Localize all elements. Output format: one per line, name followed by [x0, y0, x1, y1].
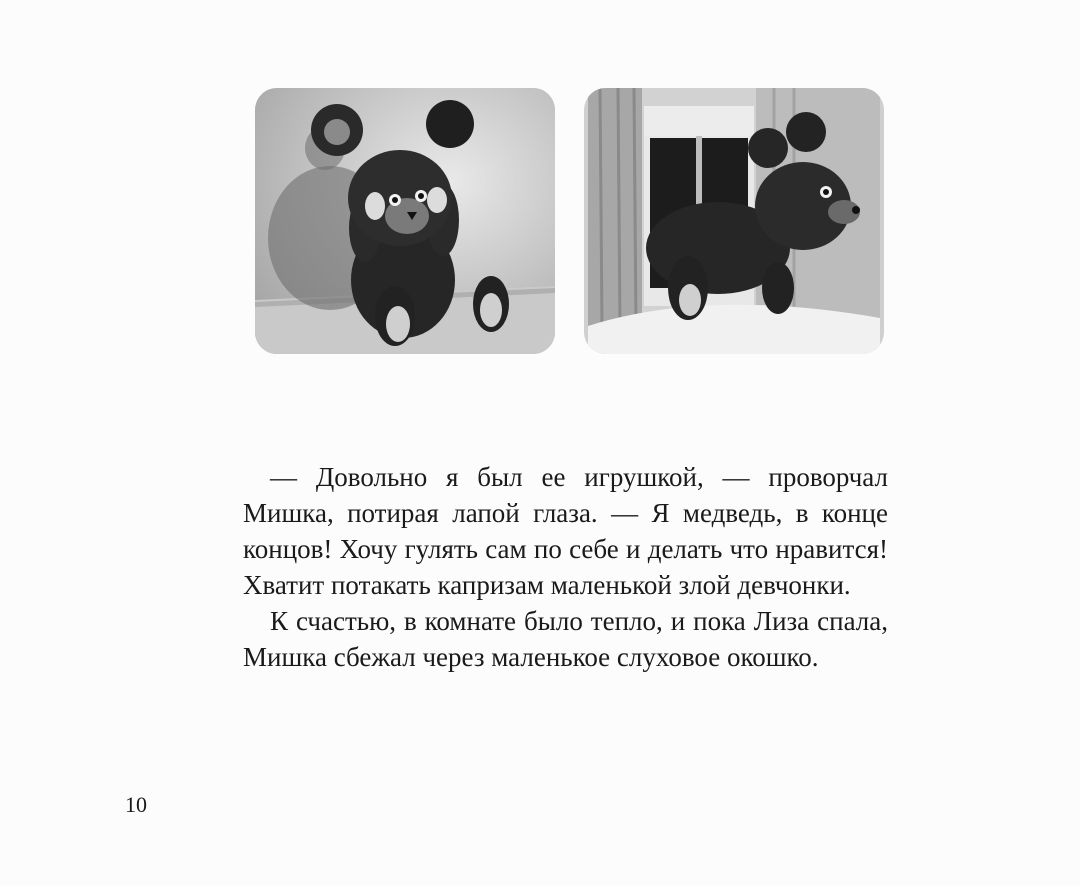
- story-paragraph-2: К счастью, в комнате было тепло, и пока Лиза спала, Мишка сбежал через маленькое слуховое окошко.: [243, 606, 888, 672]
- teddy-bear-at-window-illustration: [584, 88, 884, 354]
- teddy-bear-sitting-illustration: [255, 88, 555, 354]
- story-text: [243, 459, 888, 675]
- story-paragraph-1: — Довольно я был ее игрушкой, — проворчал Мишка, потирая лапой глаза. — Я медведь, в конце концов! Хочу гулять сам по себе и делать что нравится! Хватит потакать капризам маленькой злой девчонки.: [243, 462, 888, 600]
- page-number: 10: [125, 792, 147, 817]
